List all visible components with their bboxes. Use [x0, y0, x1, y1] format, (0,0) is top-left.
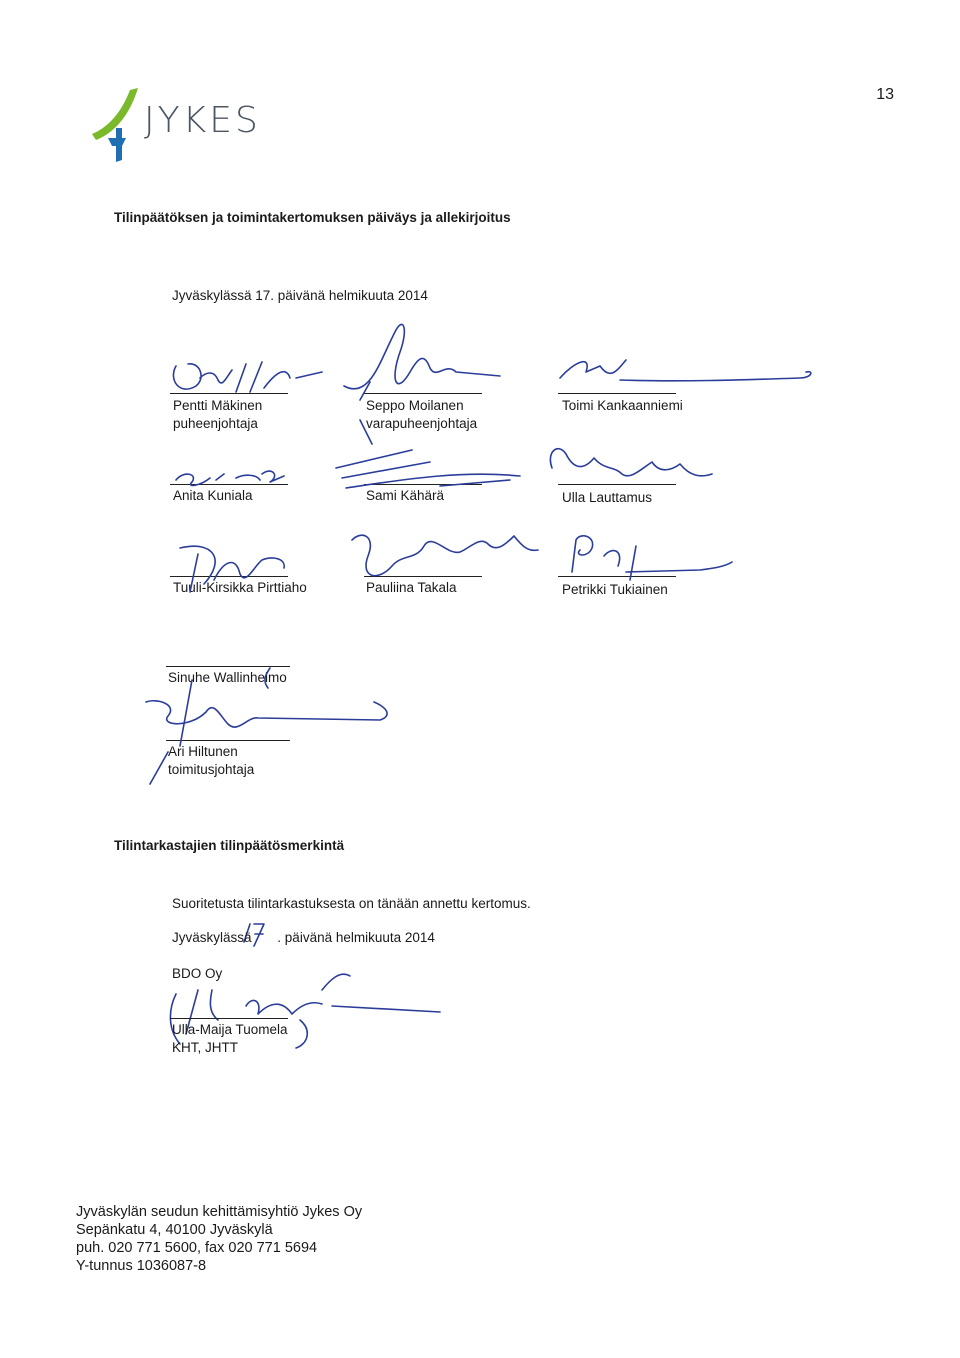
footer-company: Jyväskylän seudun kehittämisyhtiö Jykes Oy	[76, 1204, 363, 1220]
auditor-title: KHT, JHTT	[172, 1040, 238, 1055]
footer	[76, 1203, 362, 1275]
signatory-name: Pentti Mäkinen	[173, 398, 263, 413]
place-date: Jyväskylässä 17. päivänä helmikuuta 2014	[172, 288, 428, 303]
signature-line	[558, 484, 676, 485]
section-title-audit: Tilintarkastajien tilinpäätösmerkintä	[114, 838, 345, 853]
signature-line	[170, 484, 288, 485]
page-number: 13	[876, 86, 894, 103]
signatory-name: Toimi Kankaanniemi	[562, 398, 683, 413]
signature-line	[166, 740, 290, 741]
signature-line	[170, 576, 288, 577]
audit-place-prefix: Jyväskylässä	[172, 930, 252, 945]
audit-place-date	[172, 930, 435, 945]
signatory-role: toimitusjohtaja	[168, 762, 255, 777]
signatory-role: varapuheenjohtaja	[366, 416, 478, 431]
signatory-name: Pauliina Takala	[366, 580, 457, 595]
signature-line	[364, 484, 482, 485]
audit-statement: Suoritetusta tilintarkastuksesta on tänään annettu kertomus.	[172, 896, 531, 911]
signatory-name: Petrikki Tukiainen	[562, 582, 668, 597]
signature-line	[170, 393, 288, 394]
auditor-name: Ulla-Maija Tuomela	[172, 1022, 288, 1037]
footer-phone: puh. 020 771 5600, fax 020 771 5694	[76, 1240, 318, 1256]
jykes-logo-text: JYKES	[144, 100, 261, 141]
signatory-name: Ari Hiltunen	[168, 744, 238, 759]
signature-line	[364, 393, 482, 394]
signatory-name: Seppo Moilanen	[366, 398, 464, 413]
signatory-name: Ulla Lauttamus	[562, 490, 653, 505]
audit-firm: BDO Oy	[172, 966, 223, 981]
signatory-role: puheenjohtaja	[173, 416, 258, 431]
signatory-name: Sinuhe Wallinheimo	[168, 670, 287, 685]
signature-line	[170, 1018, 288, 1019]
footer-business-id: Y-tunnus 1036087-8	[76, 1258, 207, 1274]
section-title-signatures: Tilinpäätöksen ja toimintakertomuksen päiväys ja allekirjoitus	[114, 210, 511, 225]
signature-line	[364, 576, 482, 577]
footer-address: Sepänkatu 4, 40100 Jyväskylä	[76, 1222, 273, 1238]
signatory-name: Tuuli-Kirsikka Pirttiaho	[173, 580, 307, 595]
audit-date-suffix: . päivänä helmikuuta 2014	[277, 930, 435, 945]
jykes-logo	[86, 84, 286, 169]
signatory-name: Sami Kähärä	[366, 488, 445, 503]
signature-line	[166, 666, 290, 667]
signatory-name: Anita Kuniala	[173, 488, 253, 503]
jykes-logo-mark-icon	[86, 84, 146, 169]
signature-line	[558, 393, 676, 394]
signature-line	[558, 576, 676, 577]
